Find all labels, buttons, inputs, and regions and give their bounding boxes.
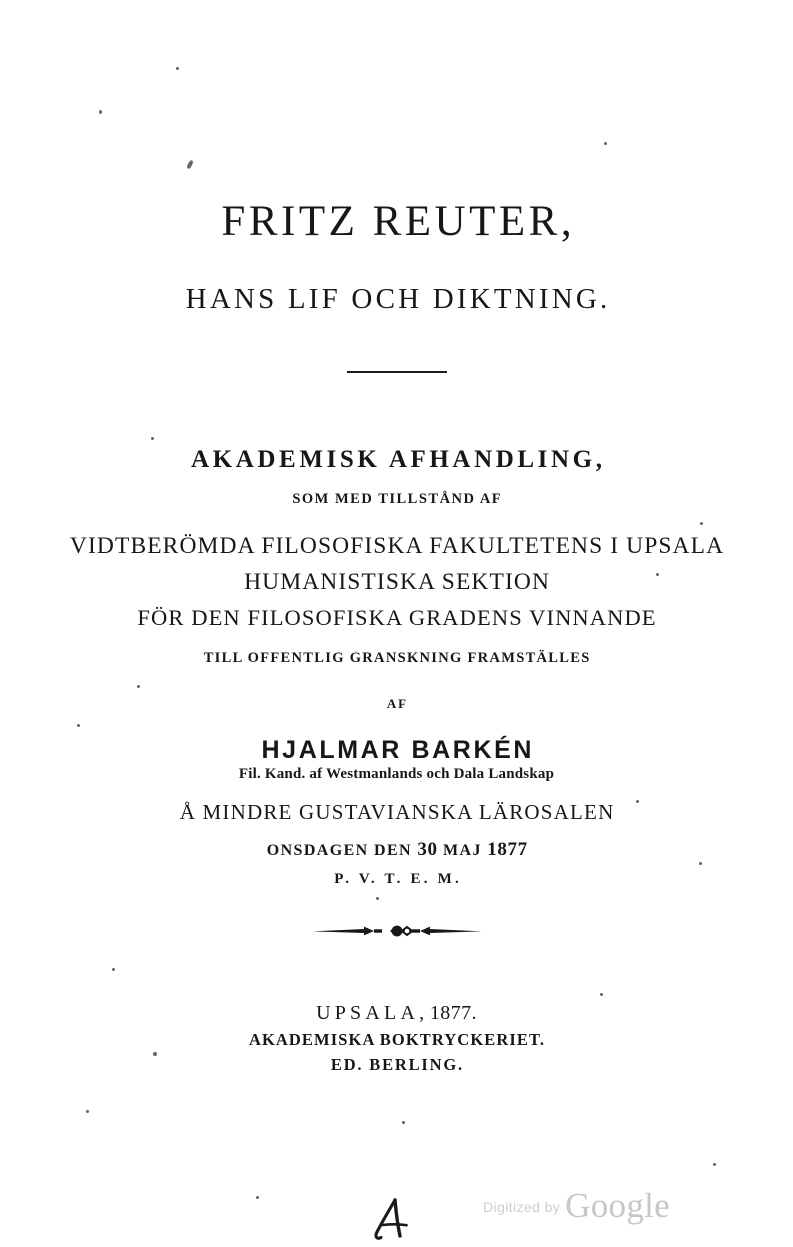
scan-speckle	[176, 67, 179, 70]
scan-speckle	[77, 724, 80, 727]
imprint-printer-name: ED. BERLING.	[330, 1055, 464, 1074]
scan-speckle	[699, 862, 702, 865]
scan-speckle	[153, 1052, 157, 1056]
defense-time-abbreviation: P. V. T. E. M.	[334, 871, 462, 887]
date-year: 1877	[487, 839, 528, 860]
scan-speckle	[636, 800, 639, 803]
scan-speckle	[656, 573, 659, 576]
scan-speckle	[86, 1110, 89, 1113]
author-credentials: Fil. Kand. af Westmanlands och Dala Landskap	[238, 766, 555, 782]
scan-speckle	[256, 1196, 259, 1199]
defense-venue: Å MINDRE GUSTAVIANSKA LÄROSALEN	[179, 800, 615, 824]
page-subtitle: HANS LIF OCH DIKTNING.	[185, 283, 611, 315]
degree-line: FÖR DEN FILOSOFISKA GRADENS VINNANDE	[137, 605, 657, 630]
scan-speckle	[713, 1163, 716, 1166]
imprint-city-separator: ,	[419, 1002, 425, 1024]
declaration-heading: AKADEMISK AFHANDLING,	[191, 446, 606, 473]
scan-speckle	[151, 437, 154, 440]
imprint-city-and-year	[0, 1003, 793, 1023]
signature-mark-a	[368, 1196, 416, 1242]
date-prefix: ONSDAGEN DEN	[266, 842, 412, 859]
scan-speckle	[186, 160, 194, 170]
short-horizontal-rule	[347, 371, 447, 373]
faculty-line-primary: VIDTBERÖMDA FILOSOFISKA FAKULTETENS I UPSALA	[69, 533, 725, 559]
page-title: FRITZ REUTER,	[221, 198, 576, 245]
scan-speckle	[376, 897, 379, 900]
imprint-printer: AKADEMISKA BOKTRYCKERIET.	[248, 1030, 546, 1049]
scan-speckle	[600, 993, 603, 996]
date-day: 30	[417, 839, 438, 860]
scan-speckle	[604, 142, 607, 145]
scan-speckle	[402, 1121, 405, 1124]
google-watermark	[483, 1186, 670, 1232]
scan-speckle	[700, 522, 703, 525]
declaration-permission-line: SOM MED TILLSTÅND AF	[292, 491, 503, 507]
watermark-prefix: Digitized by	[483, 1199, 561, 1215]
by-word: AF	[386, 696, 408, 711]
defense-date	[0, 840, 793, 859]
imprint-year: 1877.	[429, 1002, 477, 1024]
examination-line: TILL OFFENTLIG GRANSKNING FRAMSTÄLLES	[203, 650, 591, 666]
date-month: MAJ	[443, 842, 482, 859]
imprint-city: UPSALA	[316, 1002, 420, 1024]
faculty-line-secondary: HUMANISTISKA SEKTION	[244, 569, 551, 595]
watermark-brand: Google	[565, 1186, 671, 1225]
author-name: HJALMAR BARKÉN	[261, 736, 535, 764]
scan-speckle	[112, 968, 115, 971]
scan-speckle	[137, 685, 140, 688]
typographic-ornament-divider	[312, 920, 482, 942]
scan-speckle	[99, 110, 102, 114]
